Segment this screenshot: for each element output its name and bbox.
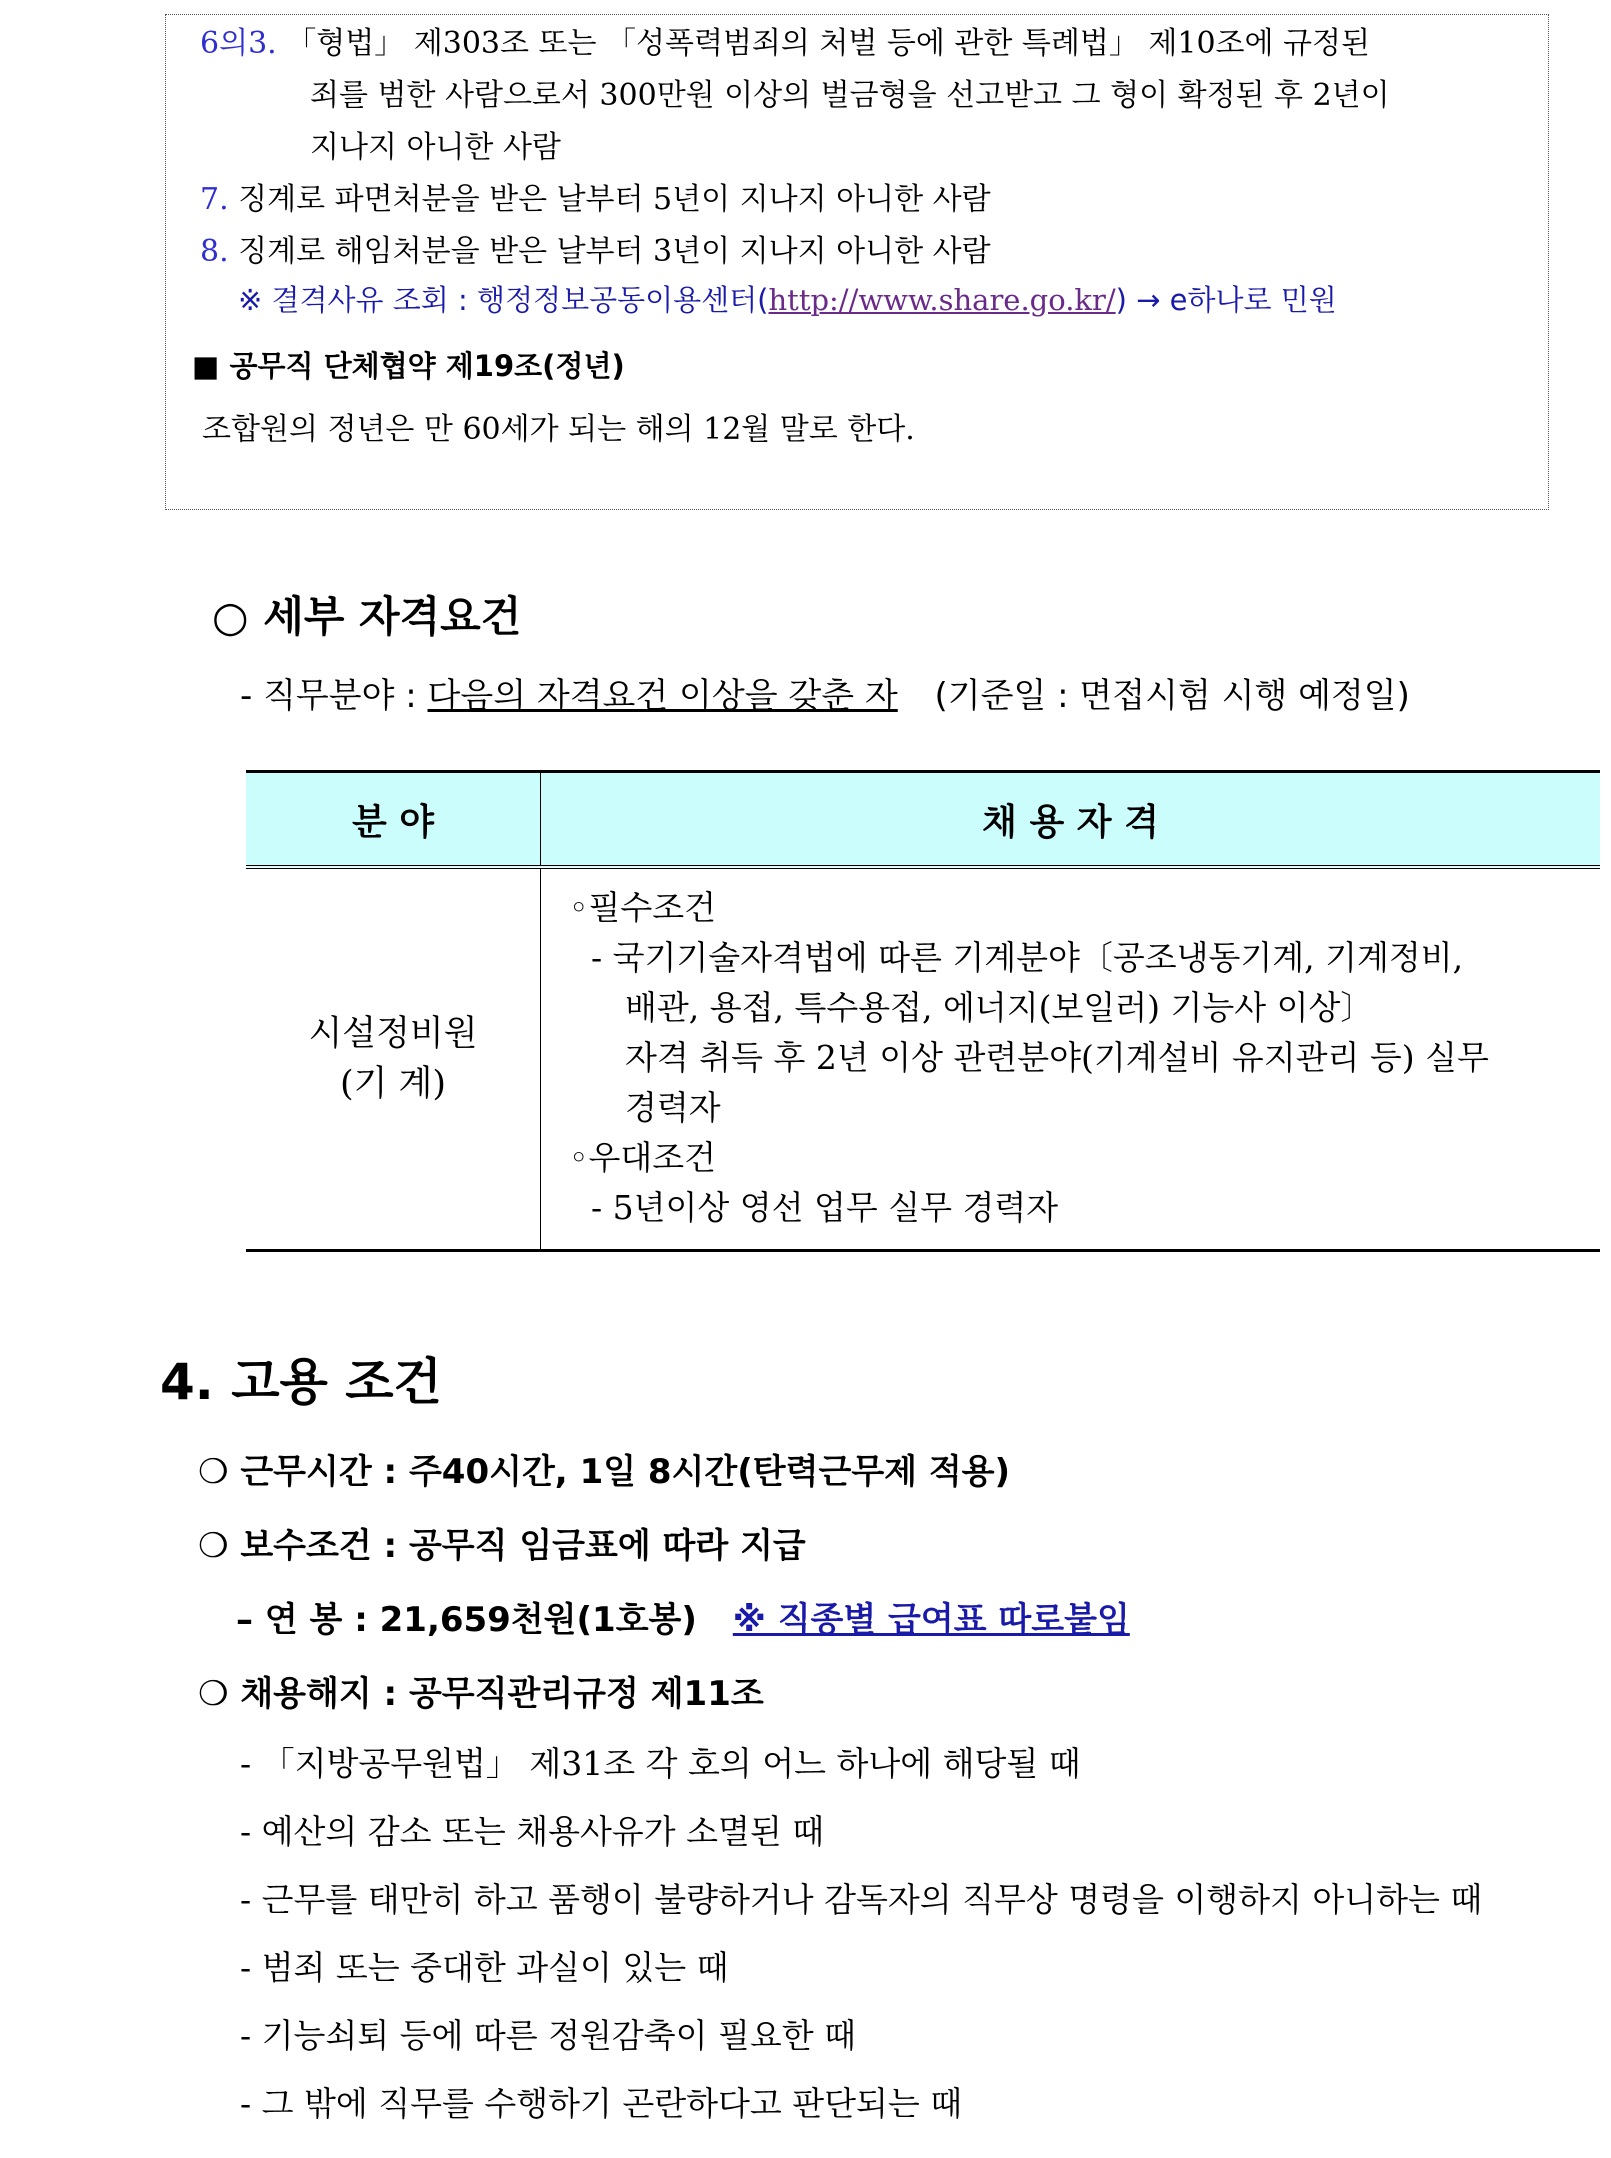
- termination-heading: ❍ 채용해지 : 공무직관리규정 제11조: [198, 1674, 764, 1714]
- lookup-suffix: ) → e하나로 민원: [1115, 283, 1337, 317]
- item-8-text: 징계로 해임처분을 받은 날부터 3년이 지나지 아니한 사람: [238, 234, 991, 269]
- item-6-3-line3: 지나지 아니한 사람: [310, 130, 561, 165]
- agreement-heading: ■ 공무직 단체협약 제19조(정년): [192, 349, 625, 383]
- detail-heading: ○ 세부 자격요건: [212, 592, 522, 641]
- field-name: 시설정비원: [308, 1014, 478, 1054]
- qualification-cell: [541, 867, 1601, 1251]
- item-7-number: 7.: [200, 182, 229, 217]
- share-go-kr-link[interactable]: http://www.share.go.kr/: [768, 283, 1116, 317]
- item-6-3-number: 6의3.: [200, 26, 277, 61]
- lookup-prefix: ※ 결격사유 조회 : 행정정보공동이용센터(: [238, 283, 769, 317]
- job-field-prefix: - 직무분야 :: [240, 676, 428, 716]
- job-field-suffix: (기준일 : 면접시험 시행 예정일): [934, 676, 1410, 716]
- table-header-row: [246, 772, 1600, 868]
- header-qualification: 채 용 자 격: [541, 772, 1601, 868]
- work-hours: ❍ 근무시간 : 주40시간, 1일 8시간(탄력근무제 적용): [198, 1452, 1011, 1492]
- preferred-heading: ◦우대조건: [569, 1138, 716, 1177]
- required-line3: 자격 취득 후 2년 이상 관련분야(기계설비 유지관리 등) 실무: [625, 1038, 1489, 1077]
- agreement-text: 조합원의 정년은 만 60세가 되는 해의 12월 말로 한다.: [202, 412, 915, 447]
- item-6-3-text1: 「형법」 제303조 또는 「성폭력범죄의 처벌 등에 관한 특례법」 제10조에 규정된: [286, 26, 1370, 61]
- item-8: [200, 226, 991, 270]
- pay-condition: ❍ 보수조건 : 공무직 임금표에 따라 지급: [198, 1526, 806, 1566]
- header-field: 분 야: [246, 772, 541, 868]
- required-line1: - 국기기술자격법에 따른 기계분야〔공조냉동기계, 기계정비,: [591, 938, 1464, 977]
- termination-item-1: - 「지방공무원법」 제31조 각 호의 어느 하나에 해당될 때: [240, 1744, 1081, 1783]
- required-heading: ◦필수조건: [569, 888, 716, 927]
- qualification-table: [246, 770, 1600, 1252]
- required-line2: 배관, 용접, 특수용접, 에너지(보일러) 기능사 이상〕: [625, 988, 1374, 1027]
- table-row: [246, 867, 1600, 1251]
- termination-item-5: - 기능쇠퇴 등에 따른 정원감축이 필요한 때: [240, 2016, 857, 2055]
- job-field-line: [240, 668, 1410, 717]
- salary-note: ※ 직종별 급여표 따로붙임: [732, 1600, 1130, 1640]
- termination-item-4: - 범죄 또는 중대한 과실이 있는 때: [240, 1948, 729, 1987]
- item-7-text: 징계로 파면처분을 받은 날부터 5년이 지나지 아니한 사람: [238, 182, 991, 217]
- field-cell: [246, 867, 541, 1251]
- salary-text: – 연 봉 : 21,659천원(1호봉): [236, 1600, 697, 1640]
- lookup-line: [238, 278, 1337, 319]
- item-8-number: 8.: [200, 234, 229, 269]
- job-field-underlined: 다음의 자격요건 이상을 갖춘 자: [427, 676, 898, 716]
- termination-item-3: - 근무를 태만히 하고 품행이 불량하거나 감독자의 직무상 명령을 이행하지 아니하는 때: [240, 1880, 1483, 1919]
- preferred-line1: - 5년이상 영선 업무 실무 경력자: [591, 1188, 1059, 1227]
- salary-line: [236, 1592, 1130, 1641]
- termination-item-2: - 예산의 감소 또는 채용사유가 소멸된 때: [240, 1812, 825, 1851]
- field-subname: (기 계): [339, 1064, 447, 1104]
- item-7: [200, 174, 991, 218]
- section4-heading: 4. 고용 조건: [160, 1353, 442, 1411]
- item-6-3-line1: [200, 18, 1370, 62]
- termination-item-6: - 그 밖에 직무를 수행하기 곤란하다고 판단되는 때: [240, 2084, 963, 2123]
- item-6-3-line2: 죄를 범한 사람으로서 300만원 이상의 벌금형을 선고받고 그 형이 확정된 후 2년이: [310, 78, 1390, 113]
- required-line4: 경력자: [625, 1088, 721, 1127]
